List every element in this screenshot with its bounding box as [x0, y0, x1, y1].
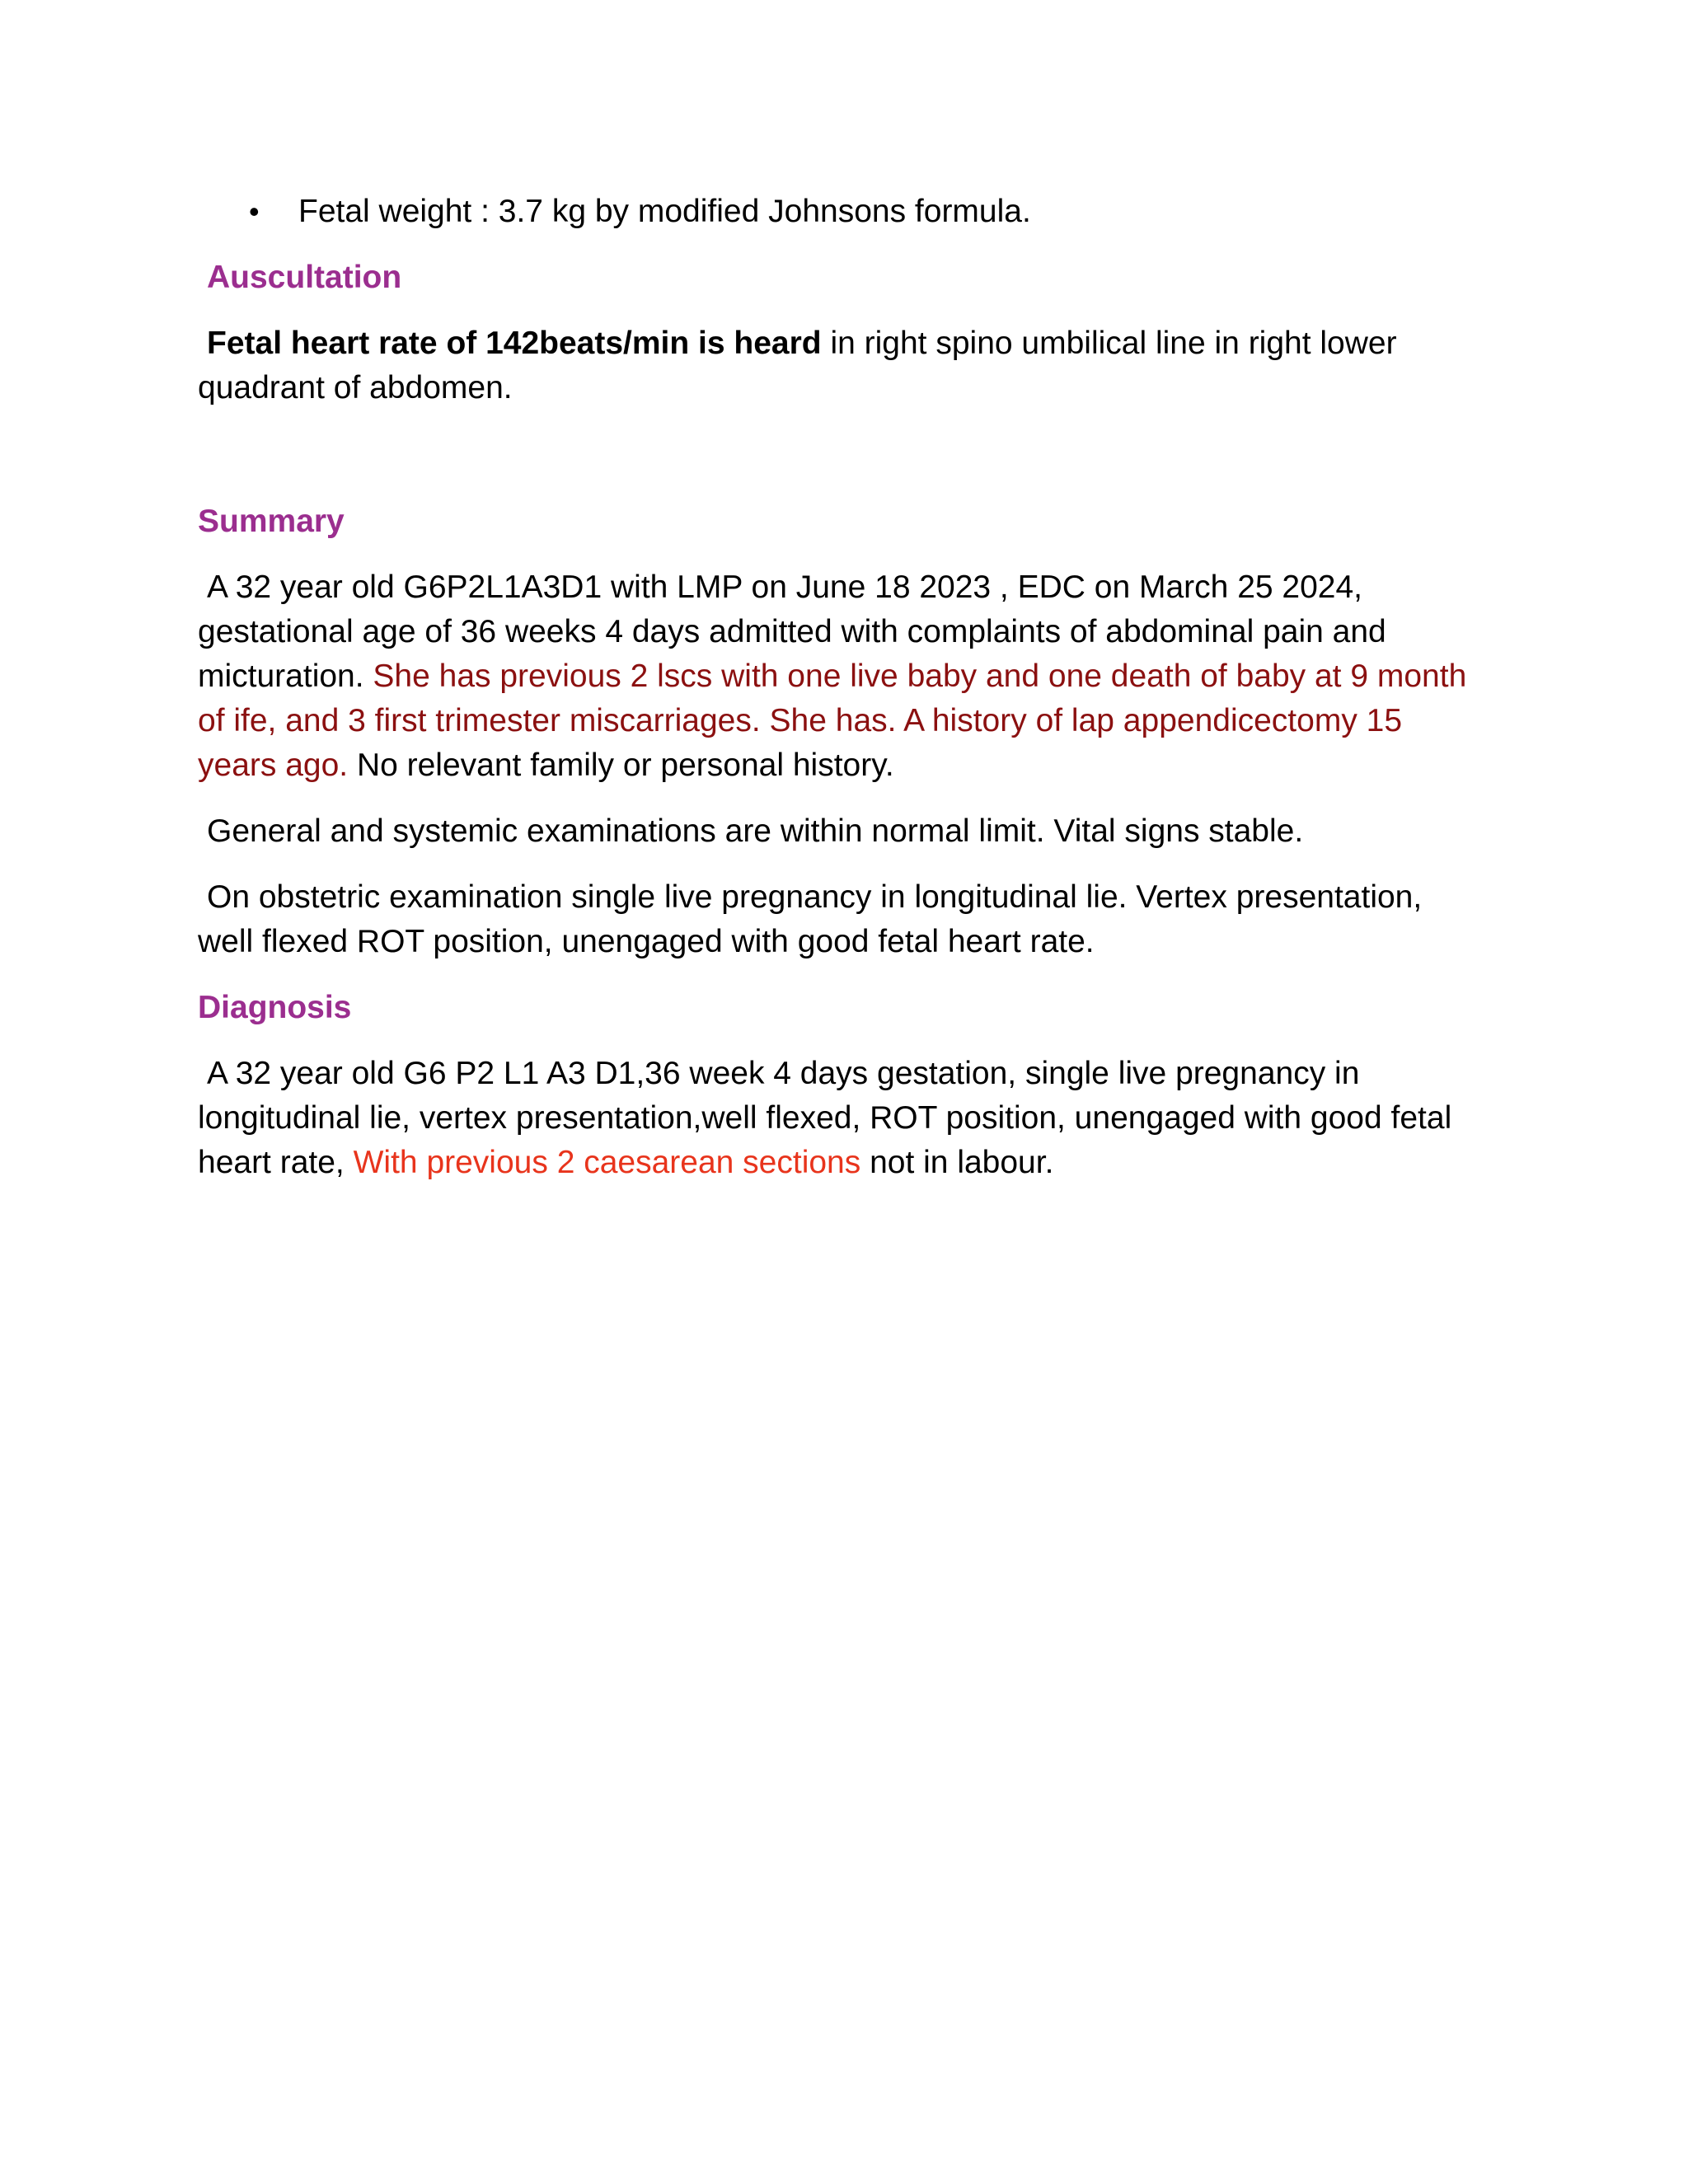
bullet-item-fetal-weight	[249, 190, 1484, 234]
summary-paragraph-3: On obstetric examination single live pregnancy in longitudinal lie. Vertex presentation, well flexed ROT position, unengaged with good fetal heart rate.	[198, 879, 1423, 959]
auscultation-bold-text: Fetal heart rate of 142beats/min is heard	[207, 326, 822, 361]
diagnosis-text-b: not in labour.	[860, 1145, 1054, 1180]
diagnosis-text-a: A 32 year old G6 P2 L1 A3 D1,36 week 4 days gestation, single live pregnancy in longitudinal lie, vertex presentation,well flexed, ROT position, unengaged with good fetal heart rate,	[198, 1056, 1452, 1180]
summary-text-a: A 32 year old G6P2L1A3D1 with LMP on June 18 2023 , EDC on March 25 2024, gestational age of 36 weeks 4 days admitted with complaints of abdominal pain and micturation.	[198, 569, 1386, 694]
document-content	[198, 190, 1484, 1185]
auscultation-paragraph	[198, 321, 1484, 410]
diagnosis-paragraph	[198, 1052, 1484, 1185]
bullet-icon: •	[249, 194, 260, 228]
summary-history-highlight: She has previous 2 lscs with one live baby and one death of baby at 9 month of ife, and 3 first trimester miscarriages. She has. A history of lap appendicectomy 15 years ago.	[198, 658, 1467, 783]
summary-paragraph-1	[198, 565, 1484, 788]
auscultation-heading: Auscultation	[207, 260, 402, 295]
bullet-text: Fetal weight : 3.7 kg by modified Johnsons formula.	[298, 194, 1031, 229]
diagnosis-heading: Diagnosis	[198, 990, 352, 1025]
auscultation-rest-text: in right spino umbilical line in right lower quadrant of abdomen.	[198, 326, 1397, 405]
section-spacer	[198, 410, 1484, 499]
summary-paragraph-2: General and systemic examinations are within normal limit. Vital signs stable.	[207, 813, 1304, 849]
summary-heading: Summary	[198, 504, 345, 539]
summary-text-b: No relevant family or personal history.	[348, 748, 894, 783]
diagnosis-highlight: With previous 2 caesarean sections	[353, 1145, 861, 1180]
